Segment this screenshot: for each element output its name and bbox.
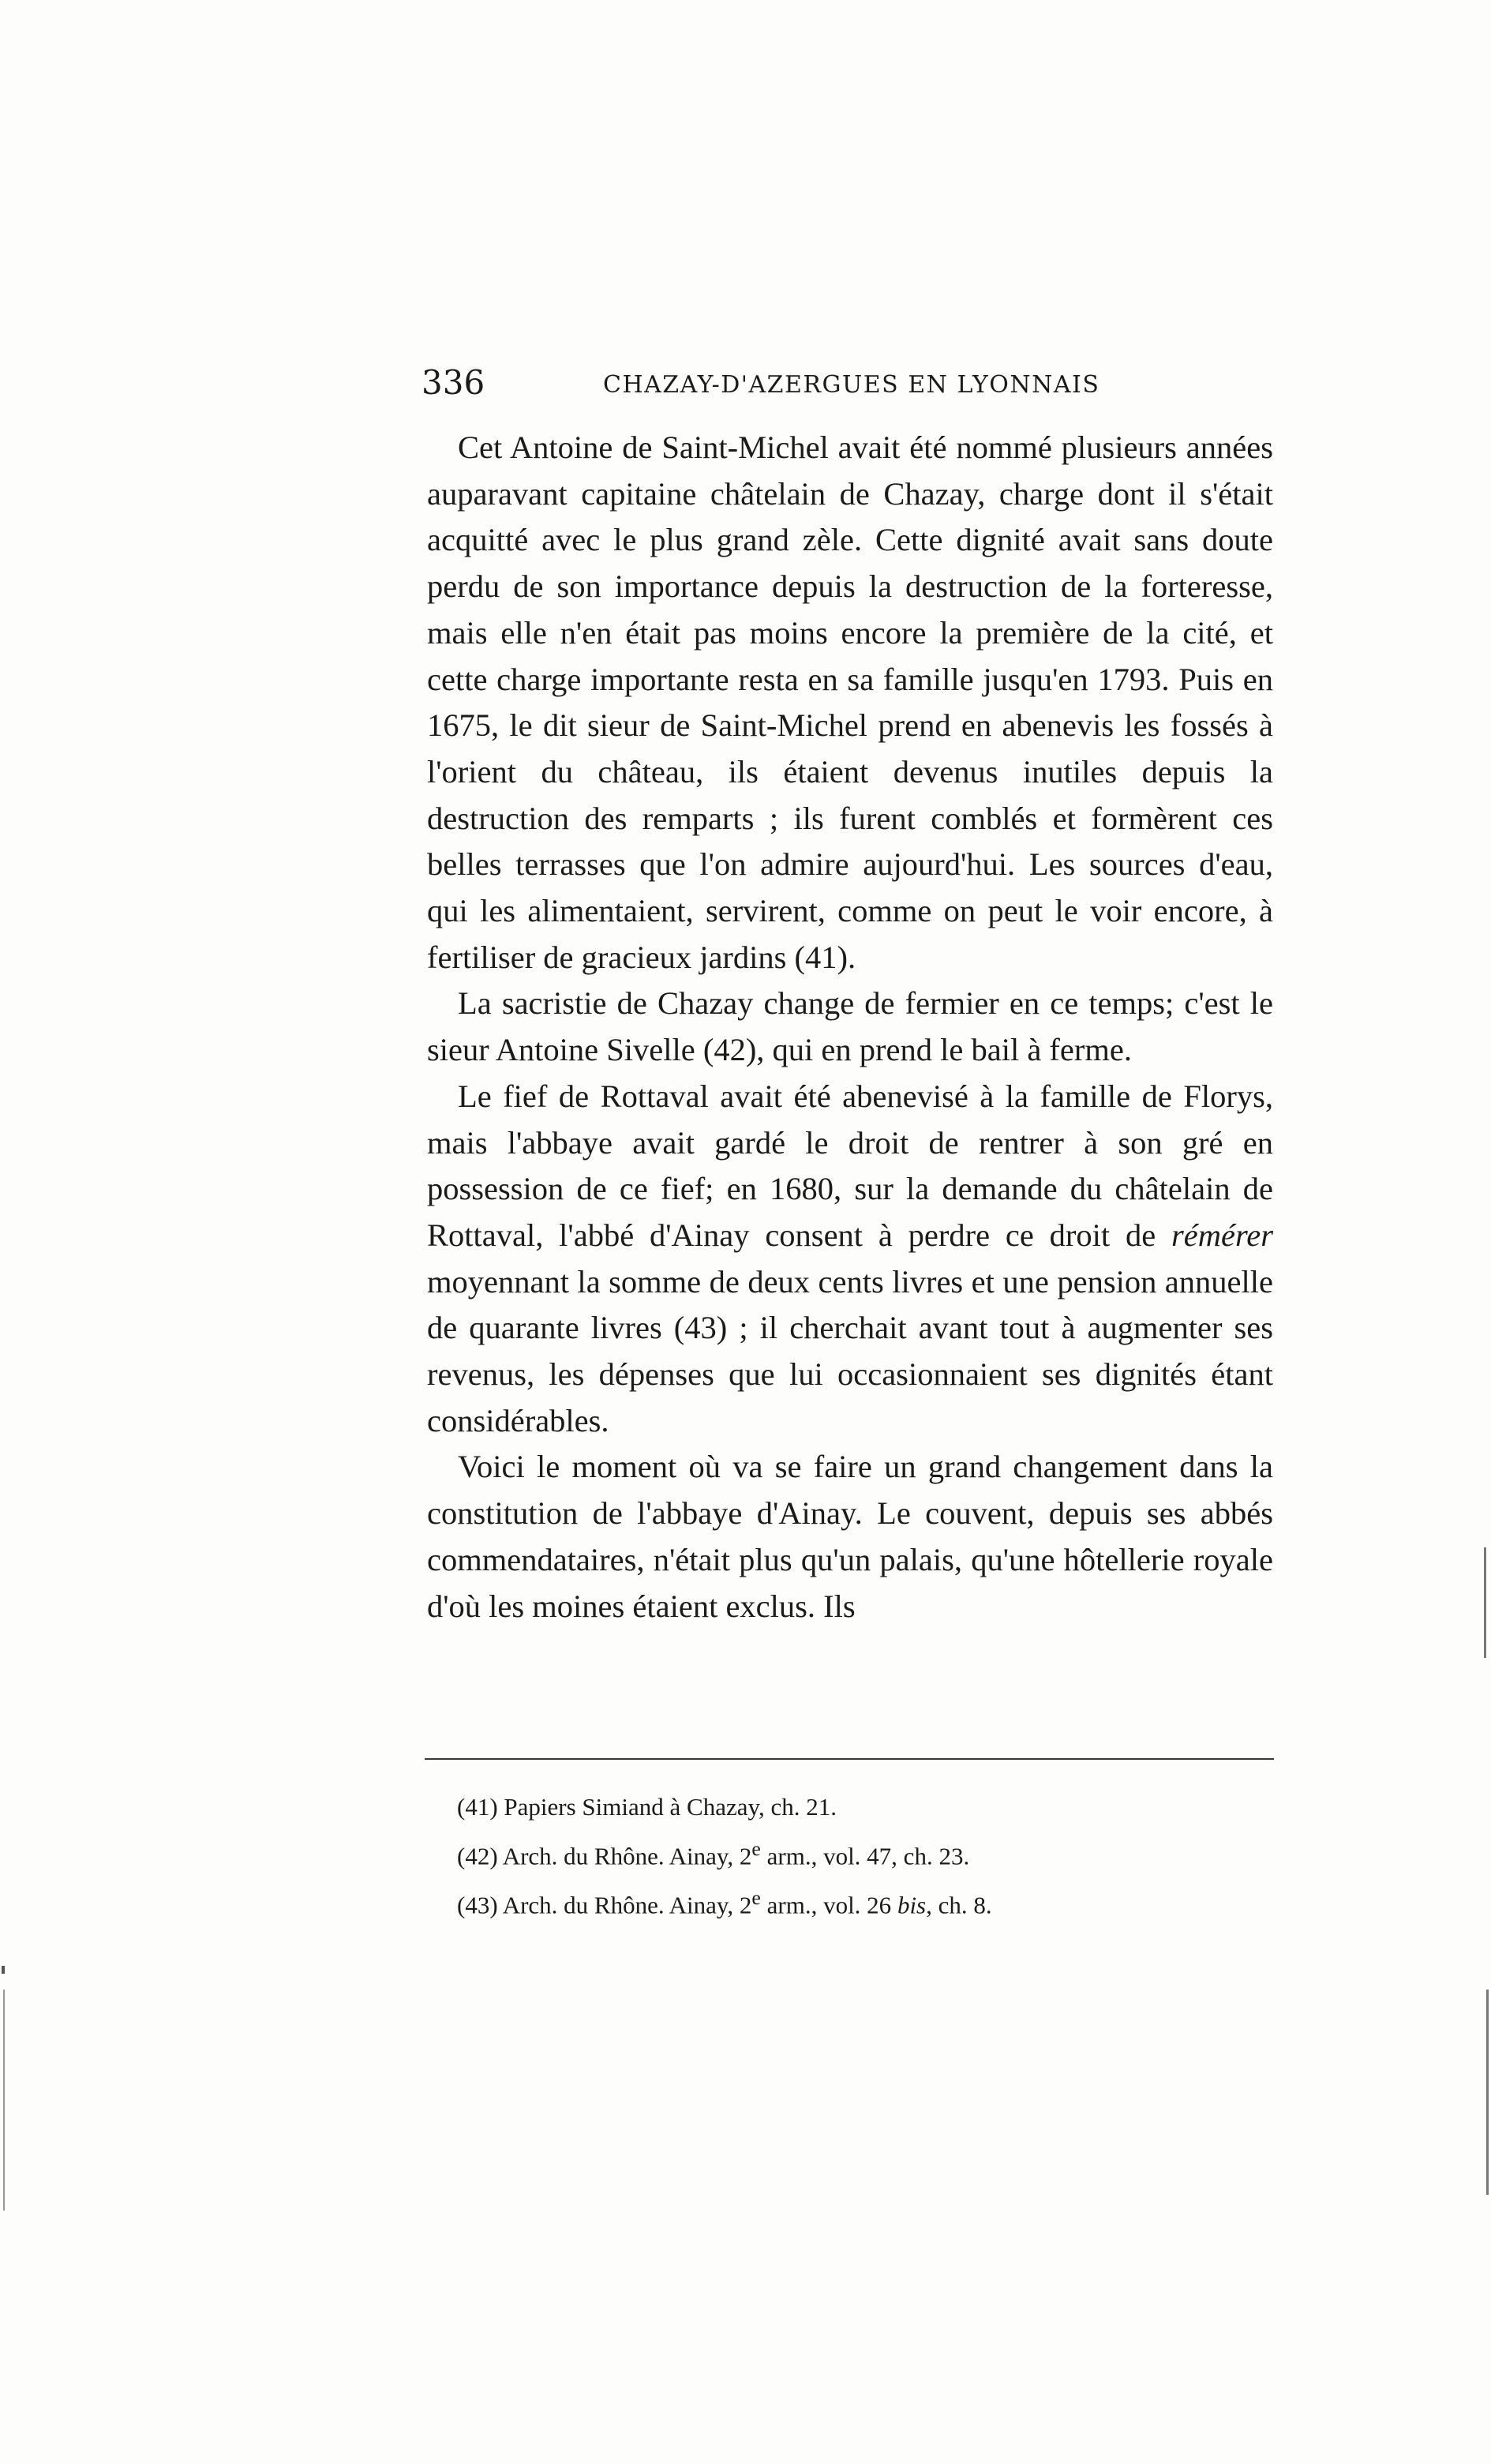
footnote-text-cont: arm., vol. 26 [760, 1891, 897, 1919]
scan-edge-mark [3, 1990, 5, 2211]
page-header [421, 363, 1274, 411]
paragraph-3-text-b: moyennant la somme de deux cents livres et une pension annuelle de quarante livres (43) ; il cherchait avant tout à augmenter ses revenus, les dépenses que lui occasionnaient ses dignités étant considérables. [427, 1263, 1273, 1438]
running-title: CHAZAY-D'AZERGUES EN LYONNAIS [603, 371, 1100, 399]
footnote-43 [457, 1877, 1246, 1926]
scan-edge-mark [2, 1966, 5, 1974]
italic-term-remerer: rémérer [1171, 1217, 1273, 1253]
scan-edge-mark [1486, 1990, 1489, 2195]
footnote-italic-bis: bis [897, 1891, 927, 1919]
footnote-text-cont: arm., vol. 47, ch. 23. [760, 1842, 970, 1870]
scan-edge-mark [1484, 1547, 1486, 1658]
paragraph-1: Cet Antoine de Saint-Michel avait été nommé plusieurs années auparavant capitaine châtelain de Chazay, charge dont il s'était acquitté avec le plus grand zèle. Cette dignité avait sans doute perdu de son importance depuis la destruction de la forteresse, mais elle n'en était pas moins encore la première de la cité, et cette charge importante resta en sa famille jusqu'en 1793. Puis en 1675, le dit sieur de Saint-Michel prend en abenevis les fossés à l'orient du château, ils étaient devenus inutiles depuis la destruction des remparts ; ils furent comblés et formèrent ces belles terrasses que l'on admire aujourd'hui. Les sources d'eau, qui les alimentaient, servirent, comme on peut le voir encore, à fertiliser de gracieux jardins (41). [427, 429, 1273, 975]
paragraph-4: Voici le moment où va se faire un grand changement dans la constitution de l'abbaye d'Ainay. Le couvent, depuis ses abbés commendataires, n'était plus qu'un palais, qu'une hôtellerie royale d'où les moines étaient exclus. Ils [427, 1449, 1273, 1624]
paragraph-3 [427, 1074, 1273, 1445]
paragraph-2: La sacristie de Chazay change de fermier en ce temps; c'est le sieur Antoine Sivelle (42), qui en prend le bail à ferme. [427, 985, 1273, 1068]
footnote-41 [457, 1786, 1246, 1828]
body-text [427, 425, 1273, 1630]
footnote-superscript: e [751, 1886, 761, 1910]
footnote-separator [425, 1758, 1274, 1760]
footnote-text-end: , ch. 8. [926, 1891, 992, 1919]
footnotes [457, 1786, 1246, 1926]
footnote-superscript: e [751, 1837, 761, 1860]
footnote-label: (42) [457, 1842, 498, 1870]
page-number: 336 [421, 363, 485, 402]
footnote-text: Arch. du Rhône. Ainay, 2 [502, 1842, 752, 1870]
footnote-42 [457, 1828, 1246, 1877]
footnote-text: Arch. du Rhône. Ainay, 2 [502, 1891, 752, 1919]
footnote-text: Papiers Simiand à Chazay, ch. 21. [504, 1793, 837, 1821]
footnote-label: (43) [457, 1891, 498, 1919]
paragraph-3-text-a: Le fief de Rottaval avait été abenevisé à la famille de Florys, mais l'abbaye avait gardé le droit de rentrer à son gré en possession de ce fief; en 1680, sur la demande du châtelain de Rottaval, l'abbé d'Ainay consent à perdre ce droit de [427, 1078, 1273, 1253]
footnote-label: (41) [457, 1793, 498, 1821]
